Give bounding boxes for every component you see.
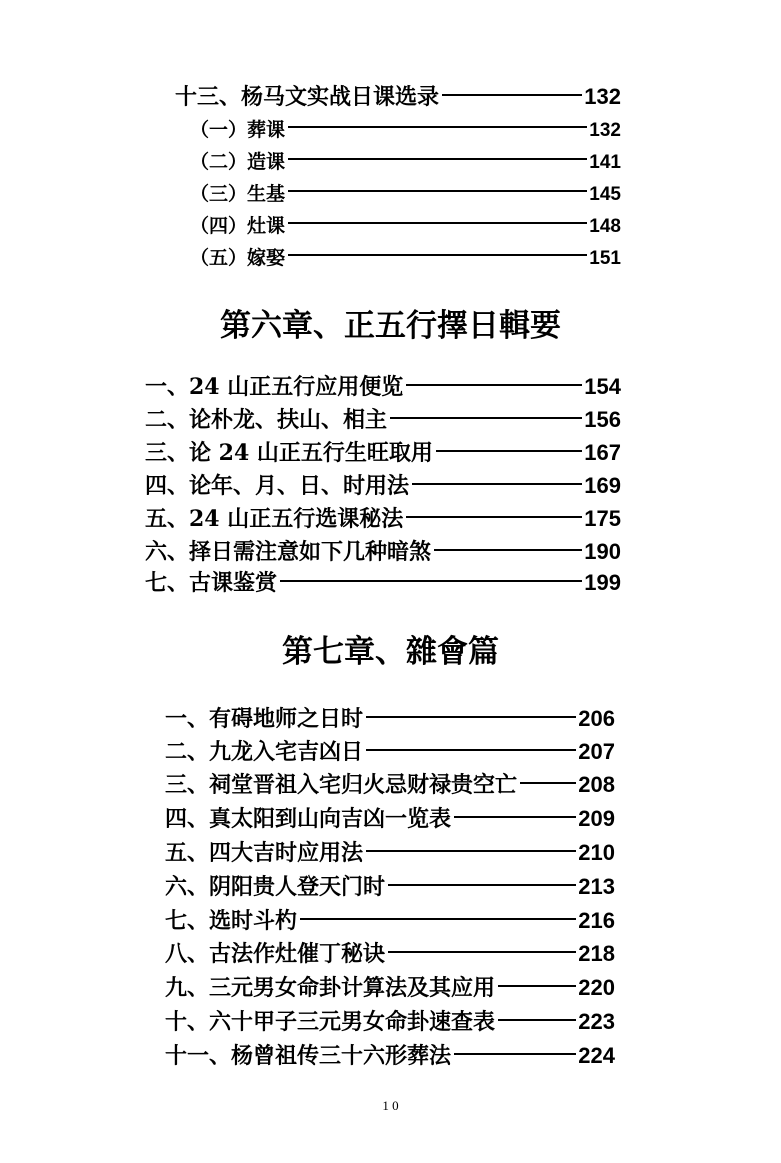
toc-entry-title: 七、选时斗杓 [165,908,298,934]
toc-entry-title: 十、六十甲子三元男女命卦速查表 [165,1009,496,1035]
toc-subentry [190,179,621,206]
toc-entry-page: 169 [584,473,621,498]
toc-entry [165,904,615,935]
toc-entry-title: 八、古法作灶催丁秘诀 [165,941,386,967]
toc-subentry [190,211,621,238]
toc-subentry [190,115,621,142]
toc-entry-title: （五）嫁娶 [190,247,286,269]
leader-line [288,158,587,160]
toc-entry-page: 199 [584,570,621,595]
toc-entry [165,802,615,833]
toc-entry-page: 167 [584,440,621,465]
toc-entry-page: 132 [589,120,621,141]
toc-entry-page: 223 [578,1009,615,1034]
toc-entry [165,870,615,901]
leader-line [388,951,576,953]
toc-entry-title: 二、九龙入宅吉凶日 [165,739,364,765]
toc-entry [165,735,615,766]
leader-line [288,222,587,224]
leader-line [434,549,582,551]
toc-entry [145,370,621,401]
leader-line [288,254,587,256]
toc-entry-page: 207 [578,739,615,764]
toc-entry-title: 六、阴阳贵人登天门时 [165,874,386,900]
leader-line [498,1019,576,1021]
leader-line [454,816,576,818]
leader-line [406,516,582,518]
toc-entry-title: 三、论 24 山正五行生旺取用 [145,440,433,466]
chapter-6-heading: 第六章、正五行擇日輯要 [220,308,561,344]
leader-line [406,384,582,386]
toc-entry-page: 224 [578,1043,615,1068]
toc-entry [145,535,621,566]
toc-entry [165,937,615,968]
toc-entry-page: 209 [578,806,615,831]
toc-entry-title: （一）葬课 [190,119,286,141]
toc-entry-page: 148 [589,216,621,237]
leader-line [288,126,587,128]
leader-line [390,417,582,419]
toc-entry-title: 五、四大吉时应用法 [165,840,364,866]
leader-line [520,782,576,784]
toc-entry-title: 四、论年、月、日、时用法 [145,473,410,499]
leader-line [412,483,582,485]
leader-line [442,94,582,96]
toc-entry-page: 190 [584,539,621,564]
toc-entry [165,768,615,799]
toc-entry-title: 三、祠堂晋祖入宅归火忌财禄贵空亡 [165,772,518,798]
toc-entry [145,566,621,597]
leader-line [280,580,582,582]
chapter-7-heading: 第七章、雜會篇 [282,634,499,670]
leader-line [436,450,582,452]
toc-entry-page: 206 [578,706,615,731]
toc-entry-title: 六、择日需注意如下几种暗煞 [145,539,432,565]
toc-entry [145,403,621,434]
toc-entry-page: 218 [578,941,615,966]
toc-entry [165,1005,615,1036]
toc-entry-page: 154 [584,374,621,399]
toc-entry-title: 一、有碍地师之日时 [165,706,364,732]
toc-entry-page: 156 [584,407,621,432]
toc-entry [165,702,615,733]
leader-line [454,1053,576,1055]
toc-entry-page: 208 [578,772,615,797]
toc-entry-title: 四、真太阳到山向吉凶一览表 [165,806,452,832]
toc-entry-page: 213 [578,874,615,899]
toc-entry-title: 十三、杨马文实战日课选录 [175,84,440,110]
toc-entry-title: （三）生基 [190,183,286,205]
leader-line [366,716,576,718]
toc-entry-title: （四）灶课 [190,215,286,237]
toc-entry-page: 175 [584,506,621,531]
leader-line [366,749,576,751]
page-number: 1 0 [382,1098,399,1113]
toc-entry-page: 151 [589,248,621,269]
toc-entry-page: 141 [589,152,621,173]
toc-entry-title: 五、24 山正五行选课秘法 [145,506,404,532]
toc-entry-page: 132 [584,84,621,109]
toc-entry-page: 216 [578,908,615,933]
toc-entry-title: 七、古课鉴赏 [145,570,278,596]
toc-entry-page: 210 [578,840,615,865]
toc-subentry [190,147,621,174]
toc-entry-title: 二、论朴龙、扶山、相主 [145,407,388,433]
toc-subentry [190,243,621,270]
toc-entry [145,502,621,533]
toc-entry [165,836,615,867]
toc-entry [175,80,621,111]
leader-line [366,850,576,852]
toc-entry [165,971,615,1002]
toc-entry-title: 十一、杨曾祖传三十六形葬法 [165,1043,452,1069]
toc-entry-page: 145 [589,184,621,205]
toc-entry [145,436,621,467]
toc-entry-page: 220 [578,975,615,1000]
toc-entry [165,1039,615,1070]
toc-entry [145,469,621,500]
leader-line [300,918,576,920]
leader-line [498,985,576,987]
leader-line [388,884,576,886]
toc-entry-title: 九、三元男女命卦计算法及其应用 [165,975,496,1001]
toc-entry-title: （二）造课 [190,151,286,173]
toc-entry-title: 一、24 山正五行应用便览 [145,374,404,400]
leader-line [288,190,587,192]
